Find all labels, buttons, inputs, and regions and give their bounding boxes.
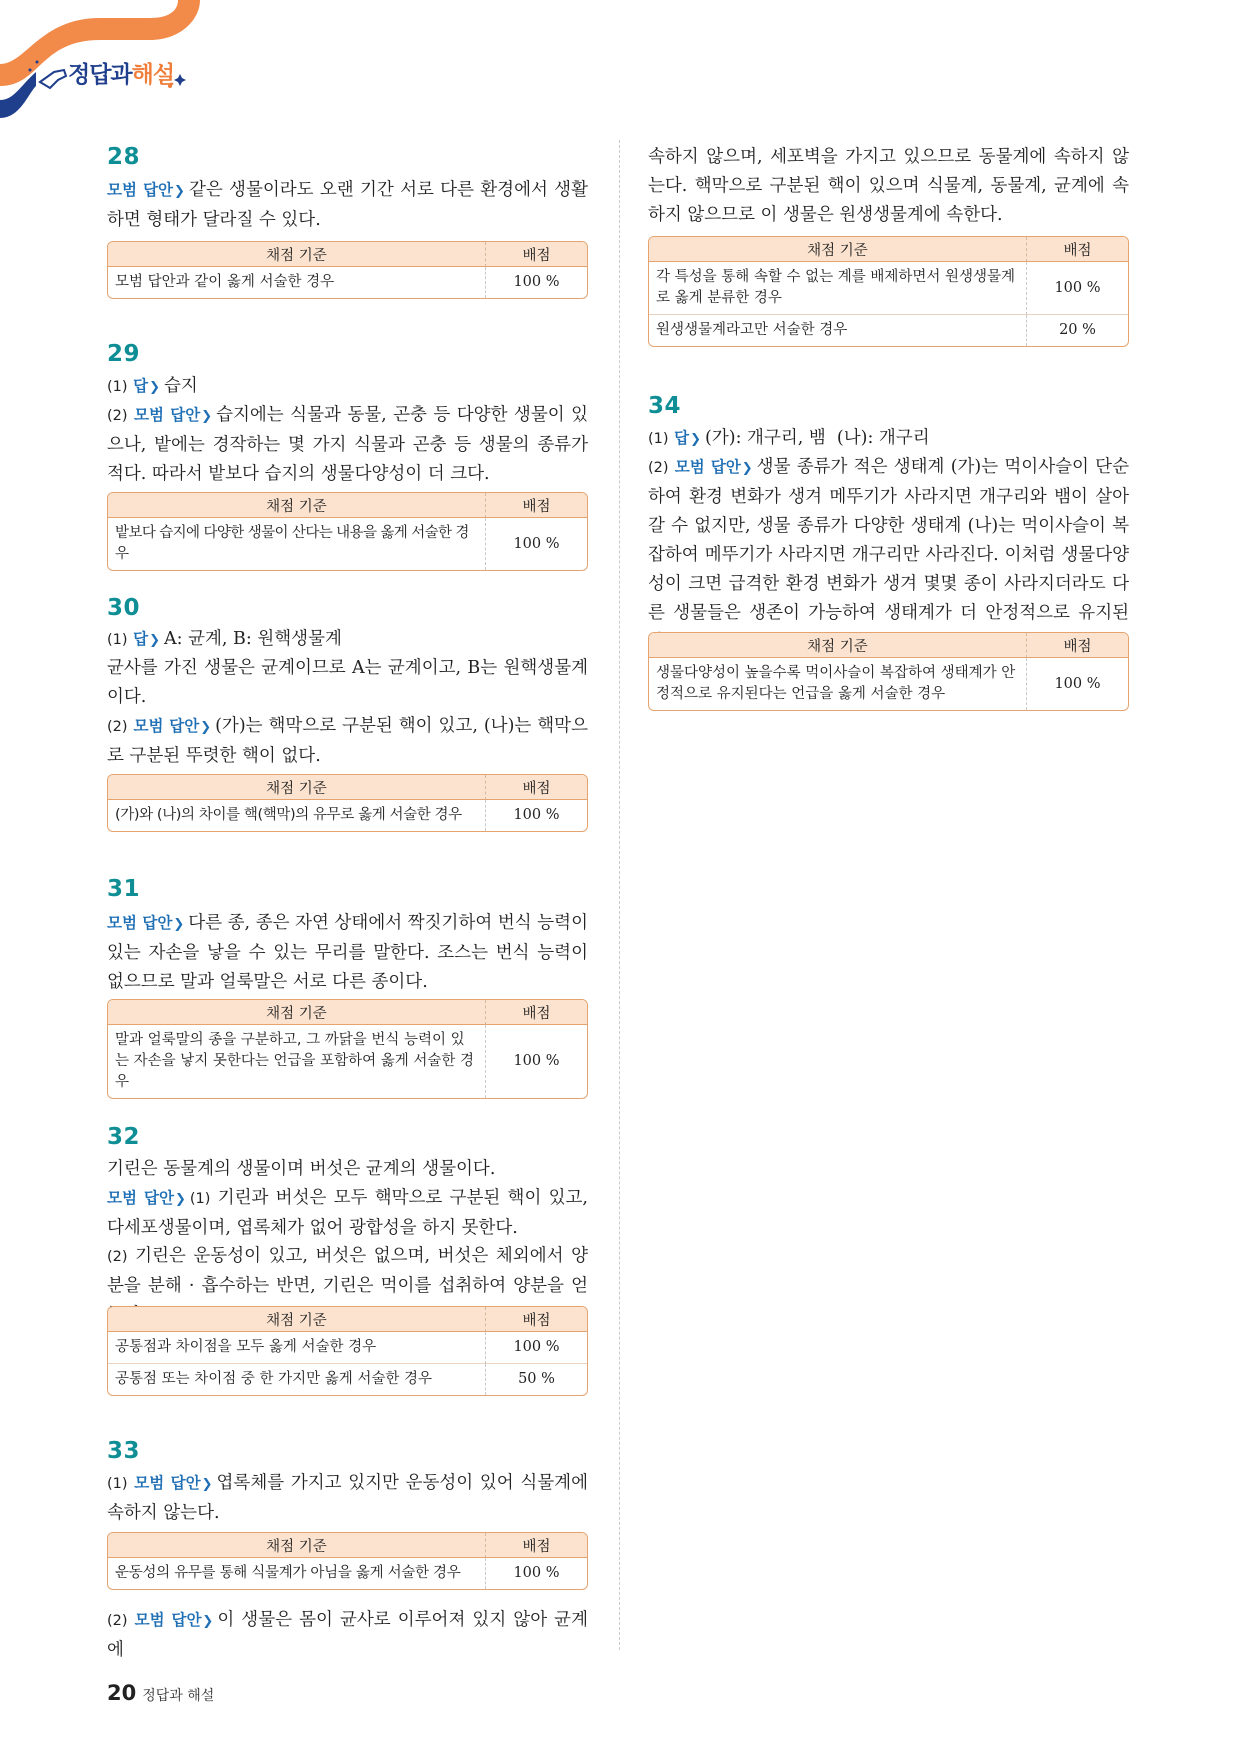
question-number-30: 30: [107, 595, 141, 621]
q33-part2: [107, 1606, 588, 1665]
criteria-header: 채점 기준: [108, 242, 486, 267]
q33-part1: [107, 1469, 588, 1528]
table-row: [108, 1558, 587, 1589]
score-cell: 100 %: [1054, 675, 1101, 692]
q33-part2-text: 이 생물은 몸이 균사로 이루어져 있지 않아 균계에: [107, 1610, 588, 1660]
q30-explanation: 균사를 가진 생물은 균계이므로 A는 균계이고, B는 원핵생물계이다.: [107, 658, 588, 707]
chevron-right-icon: ❯: [201, 409, 213, 424]
model-answer-tag: 모범 답안: [107, 1189, 174, 1207]
answer-tag: 답: [674, 429, 690, 447]
q34-answer-text: (가): 개구리, 뱀 (나): 개구리: [705, 428, 930, 448]
criteria-cell: 운동성의 유무를 통해 식물계가 아님을 옳게 서술한 경우: [108, 1558, 486, 1589]
q29-part1: [107, 372, 588, 402]
score-header: 배점: [486, 1307, 587, 1332]
part-label: (1): [189, 1191, 211, 1207]
answer-tag: 답: [133, 630, 149, 648]
chevron-right-icon: ❯: [173, 917, 185, 932]
q32-part2-text: 기린은 운동성이 있고, 버섯은 없으며, 버섯은 체외에서 양분을 분해 · 흡수하는 반면, 기린은 먹이를 섭취하여 양분을 얻: [107, 1246, 588, 1296]
part-label: (1): [107, 1476, 128, 1492]
footer-label: 정답과 해설: [142, 1688, 215, 1704]
table-row: [108, 518, 587, 570]
criteria-header: 채점 기준: [108, 493, 486, 518]
q30-part2: [107, 712, 588, 771]
header-title-part1: 정답과: [68, 62, 132, 88]
score-header: 배점: [486, 1533, 587, 1558]
q33-part2-continued: 속하지 않으며, 세포벽을 가지고 있으므로 동물계에 속하지 않는다. 핵막으로 구분된 핵이 있으며 식물계, 동물계, 균계에 속하지 않으므로 이 생물은 원생생물계에 속한다.: [648, 147, 1129, 225]
part-label: (1): [107, 632, 128, 648]
question-number-33: 33: [107, 1438, 141, 1464]
header-title-part2: 해설: [131, 62, 175, 88]
score-header: 배점: [486, 775, 587, 800]
chevron-right-icon: ❯: [200, 720, 212, 735]
q32-part1: [107, 1184, 588, 1243]
q30-model-text: (가)는 핵막으로 구분된 핵이 있고, (나)는 핵막으로 구분된 뚜렷한 핵이 없다.: [107, 716, 588, 766]
chevron-right-icon: ❯: [201, 1477, 213, 1492]
criteria-cell: (가)와 (나)의 차이를 핵(핵막)의 유무로 옳게 서술한 경우: [108, 800, 486, 831]
part-label: (2): [107, 719, 128, 735]
criteria-cell: 밭보다 습지에 다양한 생물이 산다는 내용을 옳게 서술한 경우: [108, 518, 486, 570]
score-cell: 100 %: [513, 807, 560, 823]
score-cell: 100 %: [513, 274, 560, 290]
chevron-right-icon: ❯: [690, 432, 702, 447]
score-cell: 100 %: [513, 1053, 560, 1069]
model-answer-tag: 모범 답안: [133, 717, 200, 735]
chevron-right-icon: ❯: [174, 184, 185, 199]
criteria-cell: 각 특성을 통해 속할 수 없는 계를 배제하면서 원생생물계로 옳게 분류한 경우: [649, 262, 1027, 315]
model-answer-tag: 모범 답안: [674, 458, 741, 476]
table-row: [108, 1025, 587, 1098]
q30-answer-text: A: 균계, B: 원핵생물계: [164, 629, 342, 649]
q34-model-text: 생물 종류가 적은 생태계 (가)는 먹이사슬이 단순하여 환경 변화가 생겨 메뚜기가 사라지면 개구리와 뱀이 살아갈 수 없지만, 생물 종류가 다양한 생태계 (나)는 먹이사슬이 복잡하여 메뚜기가 사라지면 개구리만 사라진다. 이처럼 생물다양성이 크면 급격한 환경 변화가 생겨 몇몇 종이 사라지더라도 다른 생물들은 생존이 가능하여 생태계가 더 안정적으로 유지된: [648, 457, 1129, 623]
q29-answer-text: 습지: [164, 376, 198, 396]
chevron-right-icon: ❯: [741, 461, 753, 476]
q34-scoring-table: [648, 632, 1129, 711]
question-number-28: 28: [107, 144, 141, 170]
score-header: 배점: [486, 242, 587, 267]
part-label: (2): [648, 460, 669, 476]
part-label: (2): [107, 1249, 128, 1265]
chevron-right-icon: ❯: [149, 633, 161, 648]
q28-answer: [107, 176, 588, 235]
criteria-cell: 원생생물계라고만 서술한 경우: [649, 315, 1027, 346]
model-answer-tag: 모범 답안: [107, 914, 173, 932]
question-number-32: 32: [107, 1124, 141, 1150]
score-cell: 100 %: [513, 1565, 560, 1581]
part-label: (2): [107, 408, 128, 424]
q34-part2: [648, 453, 1129, 657]
q33-scoring-table-1: [107, 1532, 588, 1590]
page-number: 20: [107, 1681, 137, 1705]
criteria-header: 채점 기준: [649, 237, 1027, 262]
question-number-31: 31: [107, 876, 141, 902]
answer-tag: 답: [133, 377, 149, 395]
q30-part1: [107, 625, 588, 655]
q28-scoring-table: [107, 241, 588, 299]
score-header: 배점: [1027, 633, 1128, 658]
header-title: [68, 56, 174, 89]
q28-text: 같은 생물이라도 오랜 기간 서로 다른 환경에서 생활하면 형태가 달라질 수 있다.: [107, 180, 588, 230]
criteria-header: 채점 기준: [108, 775, 486, 800]
q32-scoring-table: [107, 1306, 588, 1396]
table-row: [108, 800, 587, 831]
column-divider: [619, 140, 620, 1650]
q31-text: 다른 종, 종은 자연 상태에서 짝짓기하여 번식 능력이 있는 자손을 낳을 수 있는 무리를 말한다. 조스는 번식 능력이 없으므로 말과 얼룩말은 서로 다른 종이다.: [107, 913, 588, 992]
table-row: [649, 658, 1128, 710]
q29-model-text: 습지에는 식물과 동물, 곤충 등 다양한 생물이 있으나, 밭에는 경작하는 몇 가지 식물과 곤충 등 생물의 종류가 적다. 따라서 밭보다 습지의 생물다양성이 더 크다.: [107, 405, 588, 484]
part-label: (2): [107, 1613, 128, 1629]
model-answer-tag: 모범 답안: [134, 406, 201, 424]
criteria-header: 채점 기준: [108, 1533, 486, 1558]
part-label: (1): [107, 379, 128, 395]
q29-scoring-table: [107, 492, 588, 571]
q29-part2: [107, 401, 588, 489]
q34-part1: [648, 424, 1129, 454]
criteria-cell: 공통점과 차이점을 모두 옳게 서술한 경우: [108, 1332, 486, 1364]
model-answer-tag: 모범 답안: [134, 1611, 202, 1629]
part-label: (1): [648, 431, 669, 447]
score-cell: 100 %: [1027, 262, 1128, 315]
q33-part1-text: 엽록체를 가지고 있지만 운동성이 있어 식물계에 속하지 않는다.: [107, 1473, 588, 1523]
model-answer-tag: 모범 답안: [107, 181, 174, 199]
score-header: 배점: [1027, 237, 1128, 262]
score-header: 배점: [486, 1000, 587, 1025]
question-number-29: 29: [107, 341, 141, 367]
q31-answer: [107, 909, 588, 997]
q32-intro: 기린은 동물계의 생물이며 버섯은 균계의 생물이다.: [107, 1159, 496, 1179]
criteria-cell: 말과 얼룩말의 종을 구분하고, 그 까닭을 번식 능력이 있는 자손을 낳지 못한다는 언급을 포함하여 옳게 서술한 경우: [108, 1025, 486, 1098]
score-cell: 100 %: [513, 535, 560, 552]
page-footer: [107, 1681, 214, 1705]
criteria-header: 채점 기준: [108, 1307, 486, 1332]
table-row: [108, 1332, 587, 1364]
q32-part1-text: 기린과 버섯은 모두 핵막으로 구분된 핵이 있고, 다세포생물이며, 엽록체가 없어 광합성을 하지 못한다.: [107, 1188, 588, 1238]
criteria-cell: 생물다양성이 높을수록 먹이사슬이 복잡하여 생태계가 안정적으로 유지된다는 언급을 옳게 서술한 경우: [649, 658, 1027, 710]
model-answer-tag: 모범 답안: [134, 1474, 201, 1492]
question-number-34: 34: [648, 393, 682, 419]
q30-scoring-table: [107, 774, 588, 832]
criteria-cell: 모범 답안과 같이 옳게 서술한 경우: [108, 267, 486, 298]
score-header: 배점: [486, 493, 587, 518]
table-row: [108, 267, 587, 298]
criteria-cell: 공통점 또는 차이점 중 한 가지만 옳게 서술한 경우: [108, 1364, 486, 1395]
table-row: [649, 315, 1128, 346]
q33-scoring-table-2: [648, 236, 1129, 347]
table-row: [108, 1364, 587, 1395]
criteria-header: 채점 기준: [108, 1000, 486, 1025]
score-cell: 20 %: [1059, 322, 1096, 338]
chevron-right-icon: ❯: [149, 380, 161, 395]
chevron-right-icon: ❯: [202, 1614, 214, 1629]
score-cell: 100 %: [486, 1332, 587, 1364]
score-cell: 50 %: [518, 1371, 555, 1387]
chevron-right-icon: ❯: [174, 1192, 186, 1207]
q31-scoring-table: [107, 999, 588, 1099]
criteria-header: 채점 기준: [649, 633, 1027, 658]
table-row: [649, 262, 1128, 315]
